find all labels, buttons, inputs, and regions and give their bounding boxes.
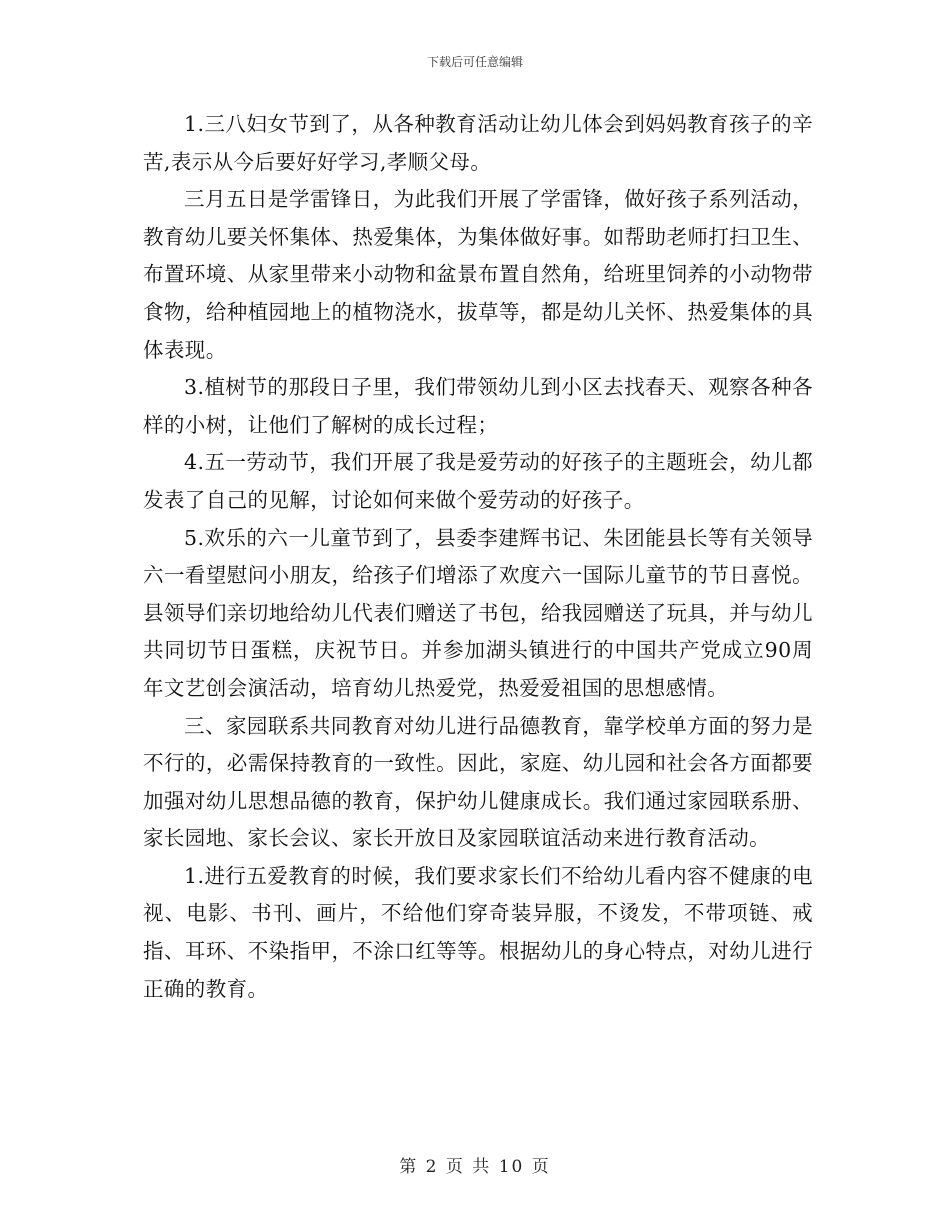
document-body (143, 106, 813, 1008)
paragraph-childrens-day: 5.欢乐的六一儿童节到了，县委李建辉书记、朱团能县长等有关领导六一看望慰问小朋友，给孩子们增添了欢度六一国际儿童节的节日喜悦。县领导们亲切地给幼儿代表们赠送了书包，给我园赠送了玩具，并与幼儿共同切节日蛋糕，庆祝节日。并参加湖头镇进行的中国共产党成立90周年文艺创会演活动，培育幼儿热爱党，热爱爱祖国的思想感情。 (143, 525, 813, 700)
paragraph-five-loves-education: 1.进行五爱教育的时候，我们要求家长们不给幼儿看内容不健康的电视、电影、书刊、画片，不给他们穿奇装异服，不烫发，不带项链、戒指、耳环、不染指甲，不涂口红等等。根据幼儿的身心特点，对幼儿进行正确的教育。 (143, 863, 813, 1001)
page-header-note: 下载后可任意编辑 (426, 55, 523, 69)
page-number: 第 2 页 共 10 页 (399, 1157, 551, 1177)
paragraph-lei-feng-day: 三月五日是学雷锋日，为此我们开展了学雷锋，做好孩子系列活动，教育幼儿要关怀集体、热爱集体，为集体做好事。如帮助老师打扫卫生、布置环境、从家里带来小动物和盆景布置自然角，给班里饲养的小动物带食物，给种植园地上的植物浇水，拔草等，都是幼儿关怀、热爱集体的具体表现。 (143, 187, 813, 362)
paragraph-home-school-section: 三、家园联系共同教育对幼儿进行品德教育，靠学校单方面的努力是不行的，必需保持教育的一致性。因此，家庭、幼儿园和社会各方面都要加强对幼儿思想品德的教育，保护幼儿健康成长。我们通过家园联系册、家长园地、家长会议、家长开放日及家园联谊活动来进行教育活动。 (143, 713, 813, 851)
paragraph-womens-day: 1.三八妇女节到了，从各种教育活动让幼儿体会到妈妈教育孩子的辛苦,表示从今后要好好学习,孝顺父母。 (143, 112, 813, 174)
paragraph-labor-day: 4.五一劳动节，我们开展了我是爱劳动的好孩子的主题班会，幼儿都发表了自己的见解，讨论如何来做个爱劳动的好孩子。 (143, 450, 813, 512)
paragraph-arbor-day: 3.植树节的那段日子里，我们带领幼儿到小区去找春天、观察各种各样的小树，让他们了解树的成长过程； (143, 375, 813, 437)
